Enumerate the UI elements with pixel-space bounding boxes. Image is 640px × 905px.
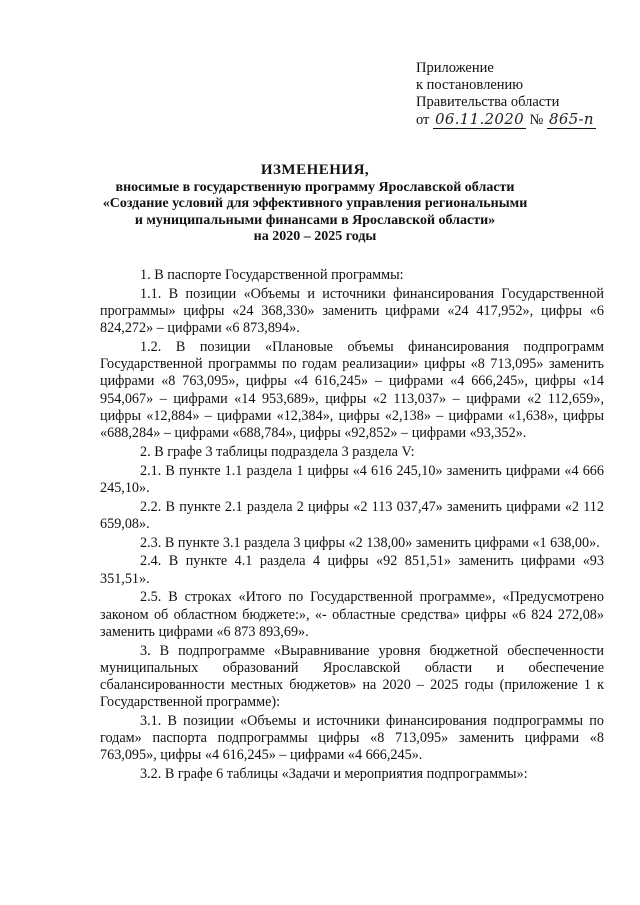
number-prefix: № [529, 112, 544, 128]
date-prefix: от [416, 112, 430, 128]
paragraph-3-2: 3.2. В графе 6 таблицы «Задачи и мероприятия подпрограммы»: [140, 766, 528, 783]
paragraph-1: 1. В паспорте Государственной программы: [140, 267, 404, 283]
paragraph-2: 2. В графе 3 таблицы подраздела 3 раздела V: [140, 443, 415, 460]
heading-line-4: на 2020 – 2025 годы [253, 229, 377, 245]
paragraph-3-1: 3.1. В позиции «Объемы и источники финансирования подпрограммы по годам» паспорта подпрограммы цифры «8 713,095» заменить цифрами «8 763,095», цифры «4 616,245» – цифрами «4 666,245». [100, 713, 604, 764]
heading-line-3: и муниципальными финансами в Ярославской области» [134, 212, 496, 228]
appendix-line-1: Приложение [416, 60, 494, 76]
document-heading [90, 161, 540, 246]
appendix-line-3: Правительства области [416, 94, 560, 110]
handwritten-number: 865-п [549, 110, 594, 128]
heading-title: ИЗМЕНЕНИЯ, [260, 162, 370, 178]
handwritten-date: 06.11.2020 [435, 110, 524, 128]
paragraph-3: 3. В подпрограмме «Выравнивание уровня бюджетной обеспеченности муниципальных образований Ярославской области и обеспечение сбалансированности местных бюджетов» на 2020 – 2025 годы (приложение 1 к Государственной программе): [100, 642, 604, 711]
paragraph-1-2: 1.2. В позиции «Плановые объемы финансирования подпрограмм Государственной программы по годам реализации» цифры «8 713,095» заменить цифрами «8 763,095», цифры «4 616,245» – цифрами «4 666,245», цифры «14 954,067» – цифрами «14 953,689», цифры «2 113,037» – цифрами «2 112,659», цифры «12,884» – цифрами «12,384», цифры «2,138» – цифрами «1,638», цифры «688,284» – цифрами «688,784», цифры «92,852» – цифрами «93,352». [100, 339, 604, 442]
appendix-line-2: к постановлению [416, 77, 524, 93]
paragraph-2-4: 2.4. В пункте 4.1 раздела 4 цифры «92 851,51» заменить цифрами «93 351,51». [100, 553, 604, 587]
heading-line-2: «Создание условий для эффективного управления региональными [102, 196, 528, 212]
paragraph-2-5: 2.5. В строках «Итого по Государственной программе», «Предусмотрено законом об областном бюджете:», «- областные средства» цифры «6 824 272,08» заменить цифрами «6 873 893,69». [100, 589, 604, 640]
document-body [100, 267, 604, 785]
paragraph-2-2: 2.2. В пункте 2.1 раздела 2 цифры «2 113 037,47» заменить цифрами «2 112 659,08». [100, 498, 604, 532]
appendix-date-line [416, 111, 631, 129]
appendix-block [416, 60, 631, 129]
paragraph-2-3: 2.3. В пункте 3.1 раздела 3 цифры «2 138,00» заменить цифрами «1 638,00». [140, 534, 600, 551]
heading-line-1: вносимые в государственную программу Ярославской области [115, 180, 515, 195]
paragraph-2-1: 2.1. В пункте 1.1 раздела 1 цифры «4 616 245,10» заменить цифрами «4 666 245,10». [100, 462, 604, 496]
paragraph-1-1: 1.1. В позиции «Объемы и источники финансирования Государственной программы» цифры «24 368,330» заменить цифрами «24 417,952», цифры «6 824,272» – цифрами «6 873,894». [100, 285, 604, 337]
